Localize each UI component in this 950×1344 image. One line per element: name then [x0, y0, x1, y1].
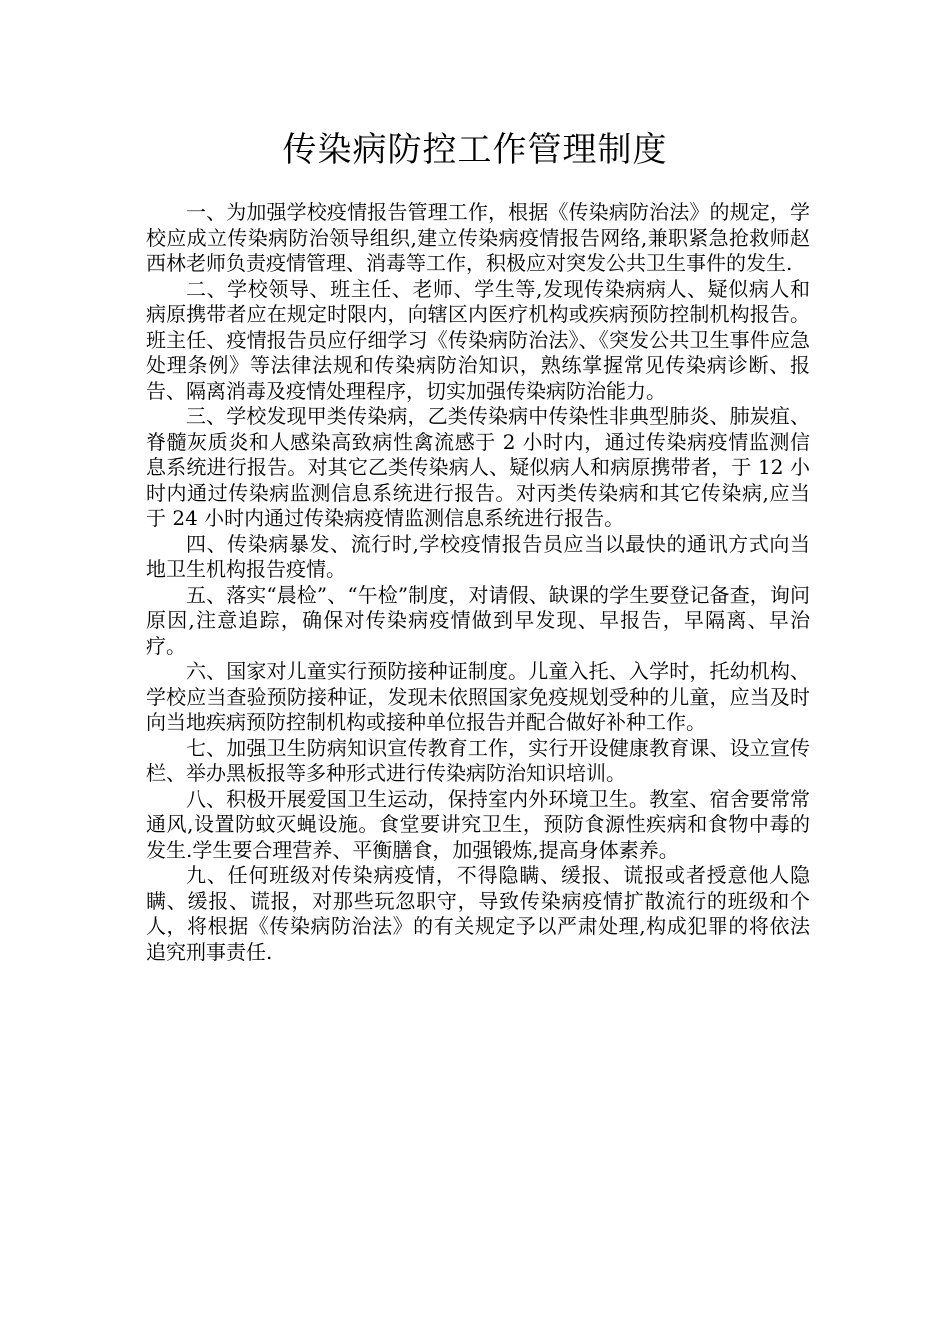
document-title: 传染病防控工作管理制度 — [282, 130, 668, 170]
paragraph-5: 五、落实“晨检”、“午检”制度，对请假、缺课的学生要登记备查，询问原因,注意追踪，确保对传染病疫情做到早发现、早报告，早隔离、早治疗。 — [146, 582, 810, 658]
paragraph-9: 九、任何班级对传染病疫情，不得隐瞒、缓报、谎报或者授意他人隐瞒、缓报、谎报，对那些玩忽职守，导致传染病疫情扩散流行的班级和个人，将根据《传染病防治法》的有关规定予以严肃处理,构成犯罪的将依法追究刑事责任. — [146, 863, 810, 964]
paragraph-4: 四、传染病暴发、流行时,学校疫情报告员应当以最快的通讯方式向当地卫生机构报告疫情。 — [146, 531, 810, 581]
paragraph-7: 七、加强卫生防病知识宣传教育工作，实行开设健康教育课、设立宣传栏、举办黑板报等多种形式进行传染病防治知识培训。 — [146, 735, 810, 785]
paragraph-6: 六、国家对儿童实行预防接种证制度。儿童入托、入学时，托幼机构、学校应当查验预防接种证，发现未依照国家免疫规划受种的儿童，应当及时向当地疾病预防控制机构或接种单位报告并配合做好补种工作。 — [146, 659, 810, 734]
paragraph-2: 二、学校领导、班主任、老师、学生等,发现传染病病人、疑似病人和病原携带者应在规定时限内，向辖区内医疗机构或疾病预防控制机构报告。班主任、疫情报告员应仔细学习《传染病防治法》、《突发公共卫生事件应急处理条例》等法律法规和传染病防治知识，熟练掌握常见传染病诊断、报告、隔离消毒及疫情处理程序，切实加强传染病防治能力。 — [146, 276, 810, 403]
paragraph-8: 八、积极开展爱国卫生运动，保持室内外环境卫生。教室、宿舍要常常通风,设置防蚊灭蝇设施。食堂要讲究卫生，预防食源性疾病和食物中毒的发生.学生要合理营养、平衡膳食，加强锻炼,提高身体素养。 — [146, 786, 810, 862]
paragraph-3: 三、学校发现甲类传染病，乙类传染病中传染性非典型肺炎、肺炭疽、脊髓灰质炎和人感染高致病性禽流感于 2 小时内，通过传染病疫情监测信息系统进行报告。对其它乙类传染病人、疑似病人和病原携带者，于 12 小时内通过传染病监测信息系统进行报告。对丙类传染病和其它传染病,应当于 24 小时内通过传染病疫情监测信息系统进行报告。 — [146, 404, 810, 530]
paragraph-1: 一、为加强学校疫情报告管理工作，根据《传染病防治法》的规定，学校应成立传染病防治领导组织,建立传染病疫情报告网络,兼职紧急抢救师赵西林老师负责疫情管理、消毒等工作，积极应对突发公共卫生事件的发生. — [146, 200, 810, 275]
document-body — [146, 200, 810, 965]
